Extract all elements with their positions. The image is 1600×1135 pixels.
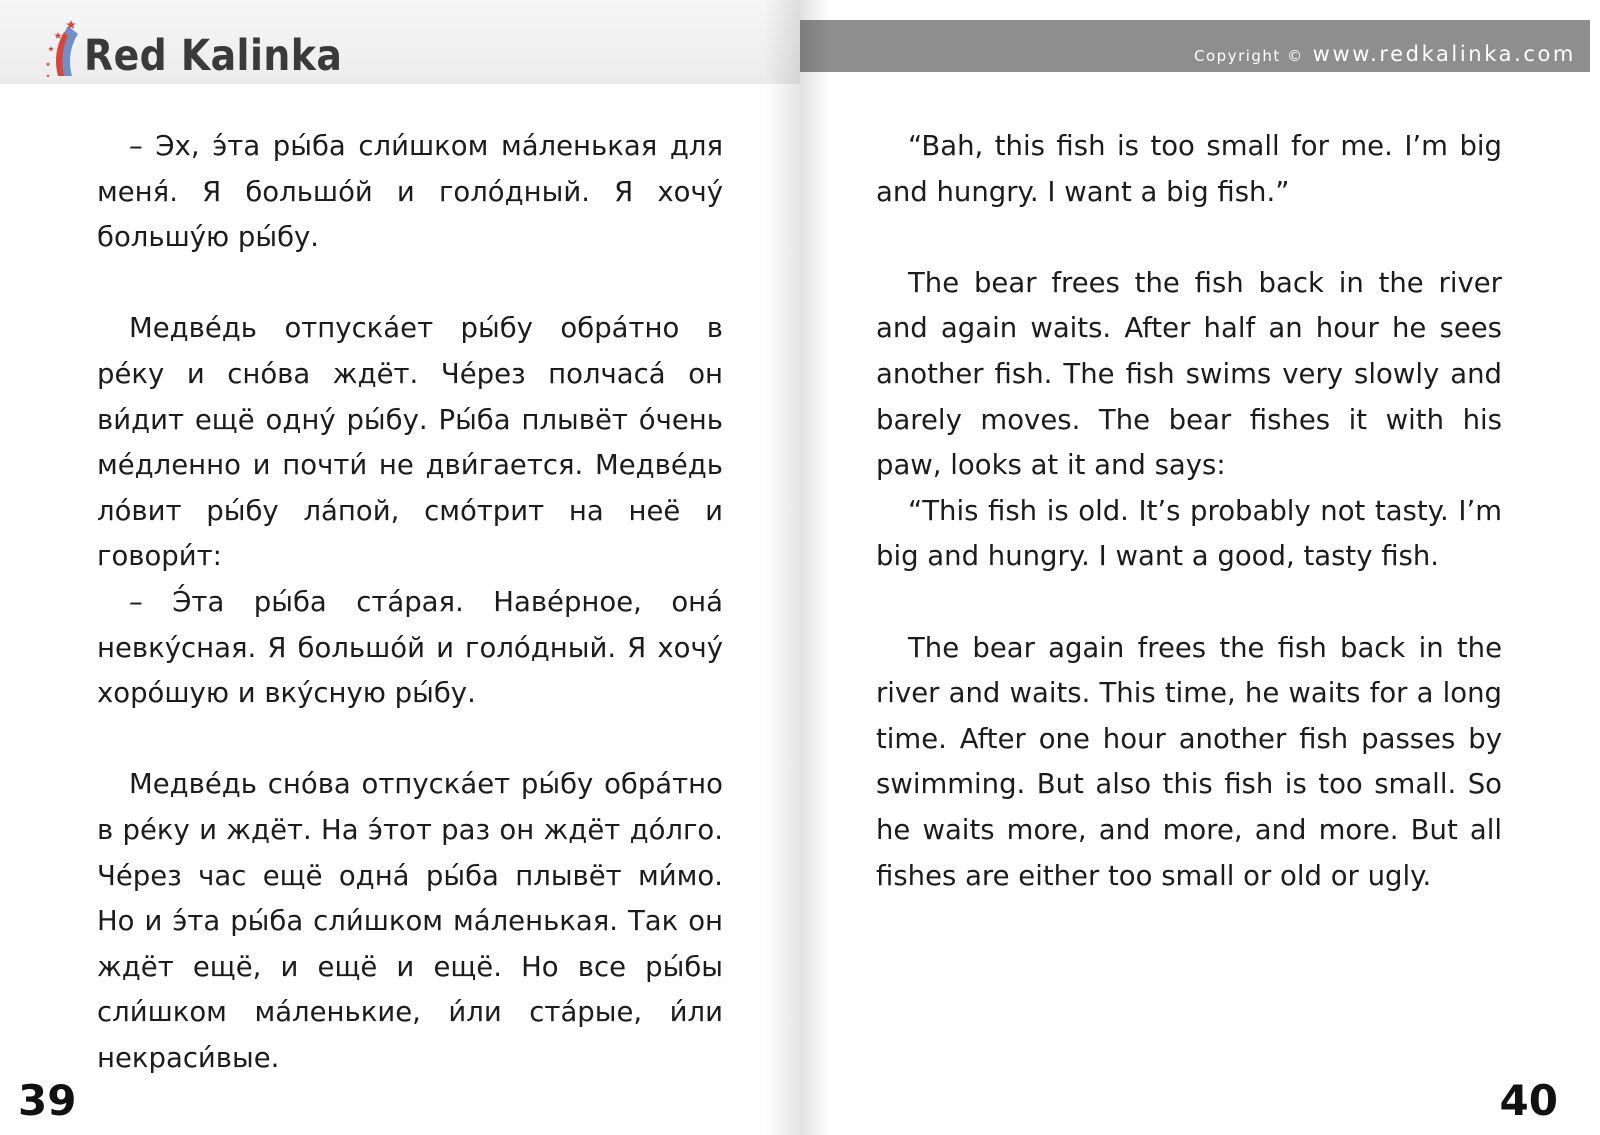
brand-logo	[44, 16, 378, 80]
right-page	[800, 0, 1600, 1135]
paragraph-ru-1: – Эх, э́та ры́ба сли́шком ма́ленькая для меня́. Я большо́й и голо́дный. Я хочу́ большу́ю ры́бу.	[97, 130, 723, 254]
paragraph-en-1: “Bah, this fish is too small for me. I’m big and hungry. I want a big fish.”	[876, 130, 1502, 208]
russian-text	[97, 124, 723, 1081]
logo-flame-icon	[44, 18, 82, 80]
paragraph-en-3: “This fish is old. It’s probably not tasty. I’m big and hungry. I want a good, tasty fish.	[876, 494, 1502, 573]
copyright-label: Copyright ©	[1194, 47, 1304, 65]
gutter-shadow-left	[764, 0, 800, 1135]
english-text	[876, 124, 1502, 899]
website-link[interactable]: www.redkalinka.com	[1312, 42, 1576, 66]
copyright-notice	[1194, 42, 1576, 66]
paragraph-ru-3: – Э́та ры́ба ста́рая. Наве́рное, она́ невку́сная. Я большо́й и голо́дный. Я хочу́ хоро́шую и вку́сную ры́бу.	[97, 585, 723, 710]
page-header	[0, 0, 800, 84]
gutter-shadow-right	[800, 0, 830, 1135]
paragraph-ru-4: Медве́дь сно́ва отпуска́ет ры́бу обра́тно в ре́ку и ждёт. На э́тот раз он ждёт до́лго. Че́рез час ещё одна́ ры́ба плывёт ми́мо. Но и э́та ры́ба сли́шком ма́ленькая. Так он ждёт ещё, и ещё и ещё. Но все ры́бы сли́шком ма́ленькие, и́ли ста́рые, и́ли некраси́вые.	[97, 768, 723, 1074]
paragraph-ru-2: Медве́дь отпуска́ет ры́бу обра́тно в ре́ку и сно́ва ждёт. Че́рез полчаса́ он ви́дит ещё одну́ ры́бу. Ры́ба плывёт о́чень ме́дленно и почти́ не дви́гается. Медве́дь ло́вит ры́бу ла́пой, смо́трит на неё и говори́т:	[97, 312, 723, 573]
paragraph-en-2: The bear frees the fish back in the river and again waits. After half an hour he sees another fish. The fish swims very slowly and barely moves. The bear fishes it with his paw, looks at it and says:	[876, 266, 1502, 482]
paragraph-en-4: The bear again frees the fish back in the river and waits. This time, he waits for a long time. After one hour another fish passes by swimming. But also this fish is too small. So he waits more, and more, and more. But all fishes are either too small or old or ugly.	[876, 631, 1502, 892]
page-number-right: 40	[1499, 1076, 1558, 1125]
copyright-bar	[800, 20, 1590, 72]
page-number-left: 39	[18, 1076, 77, 1125]
logo-text: Red Kalinka	[84, 31, 343, 81]
